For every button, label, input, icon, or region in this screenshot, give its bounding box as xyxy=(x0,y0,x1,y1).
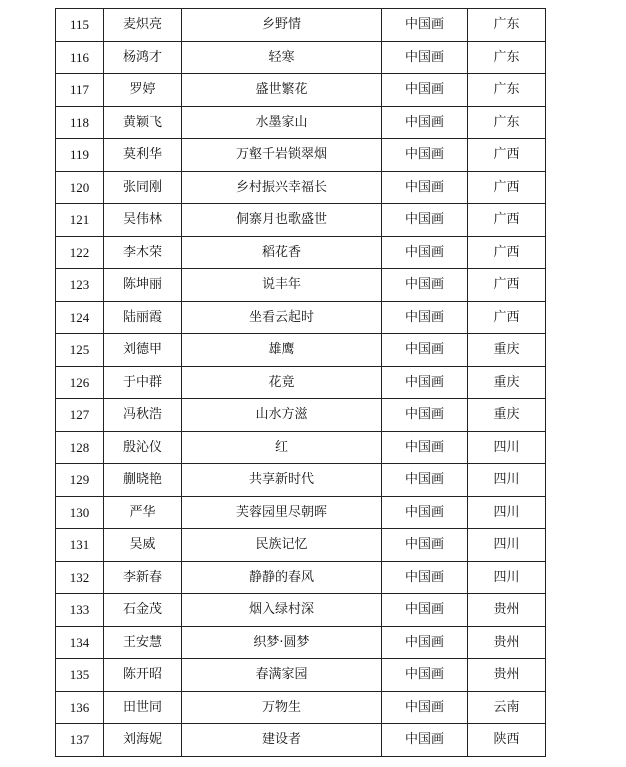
artwork-title-cell: 侗寨月也歌盛世 xyxy=(182,204,382,237)
artwork-list-table xyxy=(55,8,546,757)
category-cell: 中国画 xyxy=(382,399,468,432)
table-row xyxy=(56,561,546,594)
artist-name-cell: 李木荣 xyxy=(104,236,182,269)
table-row xyxy=(56,74,546,107)
table-row xyxy=(56,496,546,529)
artwork-title-cell: 轻寒 xyxy=(182,41,382,74)
category-cell: 中国画 xyxy=(382,529,468,562)
artist-name-cell: 张同刚 xyxy=(104,171,182,204)
artist-name-cell: 杨鸿才 xyxy=(104,41,182,74)
row-number-cell: 125 xyxy=(56,334,104,367)
artwork-title-cell: 芙蓉园里尽朝晖 xyxy=(182,496,382,529)
artwork-title-cell: 万物生 xyxy=(182,691,382,724)
region-cell: 广西 xyxy=(468,236,546,269)
table-row xyxy=(56,9,546,42)
category-cell: 中国画 xyxy=(382,659,468,692)
table-row xyxy=(56,334,546,367)
artwork-title-cell: 烟入绿村深 xyxy=(182,594,382,627)
row-number-cell: 129 xyxy=(56,464,104,497)
artist-name-cell: 殷沁仪 xyxy=(104,431,182,464)
row-number-cell: 118 xyxy=(56,106,104,139)
artist-name-cell: 李新春 xyxy=(104,561,182,594)
category-cell: 中国画 xyxy=(382,236,468,269)
table-row xyxy=(56,464,546,497)
artist-name-cell: 吴伟林 xyxy=(104,204,182,237)
region-cell: 广西 xyxy=(468,171,546,204)
category-cell: 中国画 xyxy=(382,691,468,724)
region-cell: 广西 xyxy=(468,301,546,334)
row-number-cell: 122 xyxy=(56,236,104,269)
region-cell: 四川 xyxy=(468,464,546,497)
artist-name-cell: 吴威 xyxy=(104,529,182,562)
row-number-cell: 119 xyxy=(56,139,104,172)
artwork-title-cell: 民族记忆 xyxy=(182,529,382,562)
row-number-cell: 115 xyxy=(56,9,104,42)
region-cell: 贵州 xyxy=(468,659,546,692)
row-number-cell: 126 xyxy=(56,366,104,399)
table-row xyxy=(56,301,546,334)
table-row xyxy=(56,204,546,237)
artist-name-cell: 于中群 xyxy=(104,366,182,399)
table-row xyxy=(56,399,546,432)
region-cell: 广西 xyxy=(468,204,546,237)
category-cell: 中国画 xyxy=(382,9,468,42)
row-number-cell: 123 xyxy=(56,269,104,302)
row-number-cell: 121 xyxy=(56,204,104,237)
table-row xyxy=(56,724,546,757)
category-cell: 中国画 xyxy=(382,626,468,659)
region-cell: 贵州 xyxy=(468,626,546,659)
region-cell: 广西 xyxy=(468,139,546,172)
artist-name-cell: 陈坤丽 xyxy=(104,269,182,302)
artist-name-cell: 严华 xyxy=(104,496,182,529)
row-number-cell: 130 xyxy=(56,496,104,529)
row-number-cell: 116 xyxy=(56,41,104,74)
artwork-title-cell: 水墨家山 xyxy=(182,106,382,139)
row-number-cell: 132 xyxy=(56,561,104,594)
row-number-cell: 120 xyxy=(56,171,104,204)
category-cell: 中国画 xyxy=(382,269,468,302)
artwork-list-table-container xyxy=(55,8,546,757)
artist-name-cell: 石金茂 xyxy=(104,594,182,627)
row-number-cell: 128 xyxy=(56,431,104,464)
category-cell: 中国画 xyxy=(382,74,468,107)
table-row xyxy=(56,236,546,269)
artwork-title-cell: 稻花香 xyxy=(182,236,382,269)
region-cell: 云南 xyxy=(468,691,546,724)
artist-name-cell: 罗婷 xyxy=(104,74,182,107)
artwork-title-cell: 坐看云起时 xyxy=(182,301,382,334)
region-cell: 重庆 xyxy=(468,366,546,399)
row-number-cell: 135 xyxy=(56,659,104,692)
artwork-title-cell: 万壑千岩锁翠烟 xyxy=(182,139,382,172)
artwork-title-cell: 共享新时代 xyxy=(182,464,382,497)
category-cell: 中国画 xyxy=(382,561,468,594)
region-cell: 广东 xyxy=(468,106,546,139)
artist-name-cell: 刘德甲 xyxy=(104,334,182,367)
artwork-title-cell: 花竟 xyxy=(182,366,382,399)
table-row xyxy=(56,269,546,302)
artist-name-cell: 田世同 xyxy=(104,691,182,724)
artist-name-cell: 刘海妮 xyxy=(104,724,182,757)
artwork-title-cell: 说丰年 xyxy=(182,269,382,302)
artwork-title-cell: 乡村振兴幸福长 xyxy=(182,171,382,204)
category-cell: 中国画 xyxy=(382,106,468,139)
table-row xyxy=(56,171,546,204)
region-cell: 四川 xyxy=(468,496,546,529)
region-cell: 重庆 xyxy=(468,399,546,432)
category-cell: 中国画 xyxy=(382,139,468,172)
category-cell: 中国画 xyxy=(382,204,468,237)
artwork-title-cell: 山水方滋 xyxy=(182,399,382,432)
artist-name-cell: 蒯晓艳 xyxy=(104,464,182,497)
region-cell: 广东 xyxy=(468,74,546,107)
region-cell: 四川 xyxy=(468,561,546,594)
region-cell: 重庆 xyxy=(468,334,546,367)
row-number-cell: 136 xyxy=(56,691,104,724)
region-cell: 四川 xyxy=(468,431,546,464)
row-number-cell: 133 xyxy=(56,594,104,627)
table-row xyxy=(56,594,546,627)
region-cell: 陕西 xyxy=(468,724,546,757)
category-cell: 中国画 xyxy=(382,41,468,74)
category-cell: 中国画 xyxy=(382,171,468,204)
table-row xyxy=(56,626,546,659)
artist-name-cell: 陈开昭 xyxy=(104,659,182,692)
artist-name-cell: 莫利华 xyxy=(104,139,182,172)
category-cell: 中国画 xyxy=(382,724,468,757)
artist-name-cell: 王安慧 xyxy=(104,626,182,659)
table-row xyxy=(56,106,546,139)
artwork-title-cell: 乡野情 xyxy=(182,9,382,42)
region-cell: 贵州 xyxy=(468,594,546,627)
row-number-cell: 124 xyxy=(56,301,104,334)
category-cell: 中国画 xyxy=(382,431,468,464)
table-body xyxy=(56,9,546,757)
table-row xyxy=(56,691,546,724)
table-row xyxy=(56,366,546,399)
category-cell: 中国画 xyxy=(382,594,468,627)
table-row xyxy=(56,431,546,464)
artwork-title-cell: 静静的春风 xyxy=(182,561,382,594)
artist-name-cell: 冯秋浩 xyxy=(104,399,182,432)
artist-name-cell: 麦炽亮 xyxy=(104,9,182,42)
artwork-title-cell: 红 xyxy=(182,431,382,464)
artwork-title-cell: 春满家园 xyxy=(182,659,382,692)
region-cell: 广东 xyxy=(468,9,546,42)
region-cell: 广东 xyxy=(468,41,546,74)
artwork-title-cell: 建设者 xyxy=(182,724,382,757)
table-row xyxy=(56,41,546,74)
region-cell: 广西 xyxy=(468,269,546,302)
row-number-cell: 134 xyxy=(56,626,104,659)
artwork-title-cell: 盛世繁花 xyxy=(182,74,382,107)
table-row xyxy=(56,659,546,692)
artist-name-cell: 陆丽霞 xyxy=(104,301,182,334)
region-cell: 四川 xyxy=(468,529,546,562)
category-cell: 中国画 xyxy=(382,301,468,334)
table-row xyxy=(56,139,546,172)
artist-name-cell: 黄颖飞 xyxy=(104,106,182,139)
row-number-cell: 131 xyxy=(56,529,104,562)
row-number-cell: 127 xyxy=(56,399,104,432)
category-cell: 中国画 xyxy=(382,496,468,529)
artwork-title-cell: 雄鹰 xyxy=(182,334,382,367)
row-number-cell: 117 xyxy=(56,74,104,107)
category-cell: 中国画 xyxy=(382,464,468,497)
category-cell: 中国画 xyxy=(382,334,468,367)
artwork-title-cell: 织梦·圆梦 xyxy=(182,626,382,659)
row-number-cell: 137 xyxy=(56,724,104,757)
table-row xyxy=(56,529,546,562)
category-cell: 中国画 xyxy=(382,366,468,399)
